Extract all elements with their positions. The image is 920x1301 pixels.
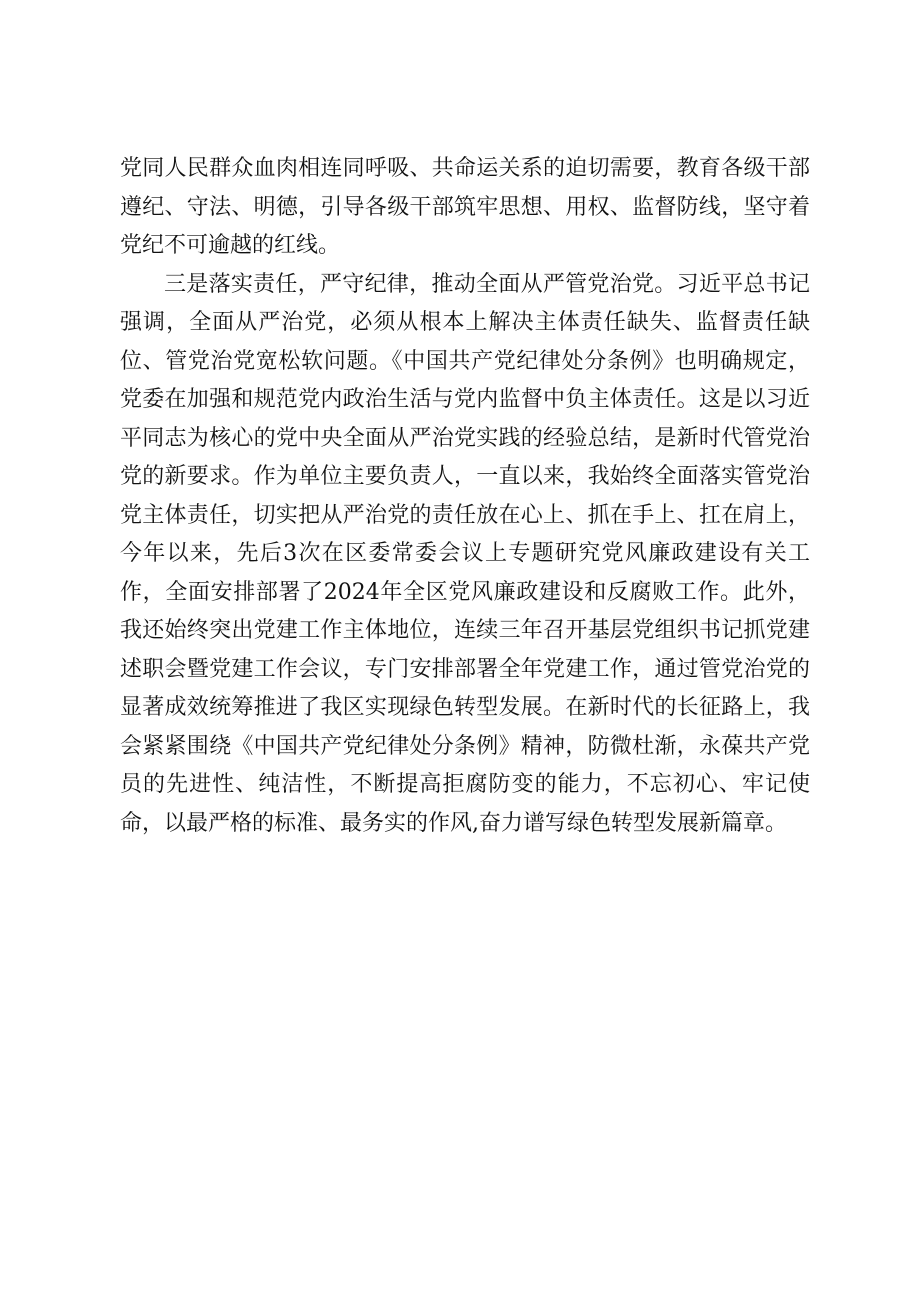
paragraph-responsibility: 三是落实责任，严守纪律，推动全面从严管党治党。习近平总书记强调，全面从严治党，必须从根本上解决主体责任缺失、监督责任缺位、管党治党宽松软问题。《中国共产党纪律处分条例》也明确规定，党委在加强和规范党内政治生活与党内监督中负主体责任。这是以习近平同志为核心的党中央全面从严治党实践的经验总结，是新时代管党治党的新要求。作为单位主要负责人，一直以来，我始终全面落实管党治党主体责任，切实把从严治党的责任放在心上、抓在手上、扛在肩上，今年以来，先后3次在区委常委会议上专题研究党风廉政建设有关工作，全面安排部署了2024年全区党风廉政建设和反腐败工作。此外，我还始终突出党建工作主体地位，连续三年召开基层党组织书记抓党建述职会暨党建工作会议，专门安排部署全年党建工作，通过管党治党的显著成效统筹推进了我区实现绿色转型发展。在新时代的长征路上，我会紧紧围绕《中国共产党纪律处分条例》精神，防微杜渐，永葆共产党员的先进性、纯洁性，不断提高拒腐防变的能力，不忘初心、牢记使命，以最严格的标准、最务实的作风,奋力谱写绿色转型发展新篇章。: [120, 271, 810, 836]
document-body: [120, 150, 810, 843]
paragraph-continuation: 党同人民群众血肉相连同呼吸、共命运关系的迫切需要，教育各级干部遵纪、守法、明德，引导各级干部筑牢思想、用权、监督防线，坚守着党纪不可逾越的红线。: [120, 156, 810, 258]
